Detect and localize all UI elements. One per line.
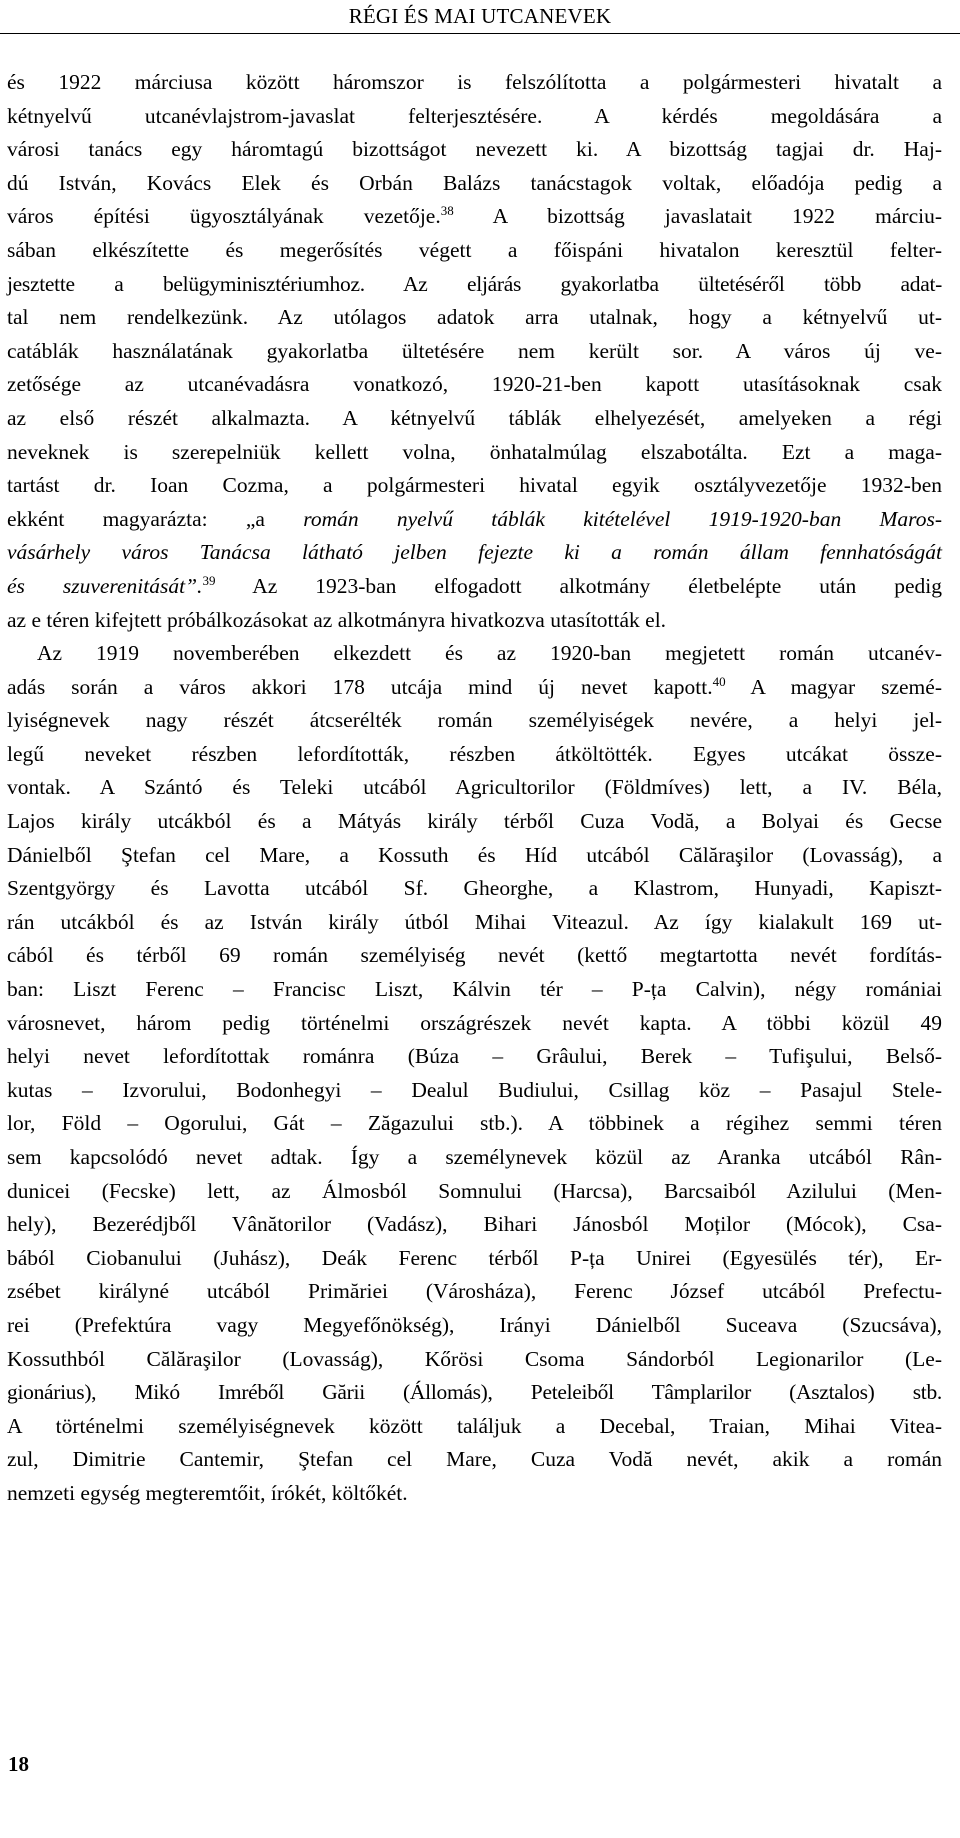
text-line: dunicei (Fecske) lett, az Álmosból Somnului (Harcsa), Barcsaiból Azilului (Men- xyxy=(7,1178,942,1203)
page-number: 18 xyxy=(8,1752,29,1776)
text-line: és 1922 márciusa között háromszor is felszólította a polgármesteri hivatalt a xyxy=(7,70,942,94)
text-line: neveknek is szerepelniük kellett volna, önhatalmúlag elszabotálta. Ezt a maga- xyxy=(7,439,942,464)
text-line: kutas – Izvorului, Bodonhegyi – Dealul Budiului, Csillag köz – Pasajul Stele- xyxy=(7,1077,942,1102)
text-line: sem kapcsolódó nevet adtak. Így a személynevek közül az Aranka utcából Rân- xyxy=(7,1145,942,1169)
text-line: Kossuthból Călăraşilor (Lovasság), Kőrösi Csoma Sándorból Legionarilor (Le- xyxy=(7,1346,942,1371)
text-line: tal nem rendelkezünk. Az utólagos adatok arra utalnak, hogy a kétnyelvű ut- xyxy=(7,305,942,330)
text-line: nemzeti egység megteremtőit, írókét, költőkét. xyxy=(7,1480,408,1505)
quote-italic: vásárhely város Tanácsa látható jelben fejezte ki a román állam fennhatóságát xyxy=(7,540,942,565)
footnote-ref-40: 40 xyxy=(712,673,726,689)
text-line: helyi nevet lefordítottak románra (Búza – Grâului, Berek – Tufişului, Belső- xyxy=(7,1044,942,1069)
text-line xyxy=(7,536,942,570)
paragraph-start-line: Az 1919 novemberében elkezdett és az 1920-ban megjetett román utcanév- xyxy=(37,641,942,666)
text-line: város építési ügyosztályának vezetője.$^{38}$ A bizottság javaslatait 1922 márciu- xyxy=(7,203,942,229)
text-line: az első részét alkalmazta. A kétnyelvű táblák elhelyezését, amelyeken a régi xyxy=(7,405,942,430)
text-line: ban: Liszt Ferenc – Francisc Liszt, Kálvin tér – P-ța Calvin), négy romániai xyxy=(7,977,942,1002)
text-line: tartást dr. Ioan Cozma, a polgármesteri hivatal egyik osztályvezetője 1932-ben xyxy=(7,473,942,498)
footnote-ref-38: 38 xyxy=(440,203,454,219)
text-line: vontak. A Szántó és Teleki utcából Agricultorilor (Földmíves) lett, a IV. Béla, xyxy=(7,775,942,800)
text-line: rei (Prefektúra vagy Megyefőnökség), Irányi Dánielből Suceava (Szucsáva), xyxy=(7,1312,942,1337)
text-line: legű neveket részben lefordították, részben átköltötték. Egyes utcákat össze- xyxy=(7,741,942,766)
text-line: városi tanács egy háromtagú bizottságot nevezett ki. A bizottság tagjai dr. Haj- xyxy=(7,137,942,162)
text-line: A történelmi személyiségnevek között találjuk a Decebal, Traian, Mihai Vitea- xyxy=(7,1413,942,1438)
text-line: Lajos király utcákból és a Mátyás király térből Cuza Vodă, a Bolyai és Gecse xyxy=(7,809,942,834)
running-header: RÉGI ÉS MAI UTCANEVEK xyxy=(0,0,960,34)
text-line: és szuverenitását”.$^{39}$ Az 1923-ban elfogadott alkotmány életbelépte után pedig xyxy=(7,572,942,598)
text-line: dú István, Kovács Elek és Orbán Balázs tanácstagok voltak, előadója pedig a xyxy=(7,170,942,195)
text-line: Szentgyörgy és Lavotta utcából Sf. Gheorghe, a Klastrom, Hunyadi, Kapiszt- xyxy=(7,876,942,901)
text-line: hely), Bezerédjből Vânătorilor (Vadász), Bihari Jánosból Moților (Mócok), Csa- xyxy=(7,1212,942,1237)
text-line: sában elkészítette és megerősítés végett a főispáni hivatalon keresztül felter- xyxy=(7,237,942,262)
text-line: kétnyelvű utcanévlajstrom-javaslat felterjesztésére. A kérdés megoldására a xyxy=(7,103,942,128)
text-line: adás során a város akkori 178 utcája mind új nevet kapott.$^{40}$ A magyar szemé- xyxy=(7,673,942,699)
text-line: gionárius), Mikó Imréből Gării (Állomás), Peteleiből Tâmplarilor (Asztalos) stb. xyxy=(7,1380,942,1405)
body-text xyxy=(7,66,942,1511)
text-line: jesztette a belügyminisztériumhoz. Az eljárás gyakorlatba ültetéséről több adat- xyxy=(7,271,942,296)
text-line: cából és térből 69 román személyiség nevét (kettő megtartotta nevét fordítás- xyxy=(7,943,942,968)
text-line: rán utcákból és az István király útból Mihai Viteazul. Az így kialakult 169 ut- xyxy=(7,909,942,934)
text-line: városnevet, három pedig történelmi országrészek nevét kapta. A többi közül 49 xyxy=(7,1010,942,1035)
quote-italic: és szuverenitását xyxy=(7,573,186,598)
quote-italic: román nyelvű táblák kitételével 1919-1920-ban Maros- xyxy=(303,506,942,531)
text-line: zsébet királyné utcából Primăriei (Városháza), Ferenc József utcából Prefectu- xyxy=(7,1279,942,1304)
text-line: bából Ciobanului (Juhász), Deák Ferenc térből P-ța Unirei (Egyesülés tér), Er- xyxy=(7,1245,942,1270)
text-line: Dánielből Ştefan cel Mare, a Kossuth és Híd utcából Călăraşilor (Lovasság), a xyxy=(7,842,942,867)
text-line: lor, Föld – Ogorului, Gát – Zăgazului stb.). A többinek a régihez semmi téren xyxy=(7,1111,942,1136)
text-line: az e téren kifejtett próbálkozásokat az alkotmányra hivatkozva utasították el. xyxy=(7,607,667,632)
text-line: lyiségnevek nagy részét átcserélték román személyiségek nevére, a helyi jel- xyxy=(7,708,942,733)
text-line: zetősége az utcanévadásra vonatkozó, 1920-21-ben kapott utasításoknak csak xyxy=(7,372,942,397)
text-line: ekként magyarázta: „a román nyelvű táblák kitételével 1919-1920-ban Maros- xyxy=(7,506,942,531)
text-line: catáblák használatának gyakorlatba ültetésére nem került sor. A város új ve- xyxy=(7,338,942,363)
footnote-ref-39: 39 xyxy=(202,572,216,588)
text-line: zul, Dimitrie Cantemir, Ştefan cel Mare, Cuza Vodă nevét, akik a román xyxy=(7,1447,942,1472)
